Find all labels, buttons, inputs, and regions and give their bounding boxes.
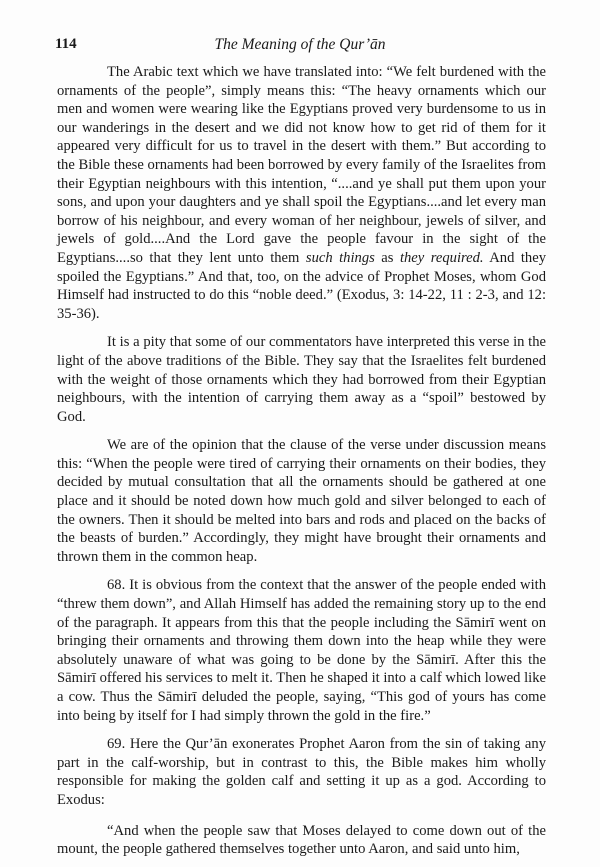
text-run: And they spoiled the Egyptians.” And that, too, on the advice of Prophet Moses, whom God Himself had instructed to do this “noble deed.” (Exodus, 3: 14-22, 11 : 2-3, and 12: 35-36). bbox=[57, 249, 547, 322]
page-body bbox=[57, 63, 546, 859]
page-number: 114 bbox=[55, 36, 77, 52]
text-run: The Arabic text which we have translated into: “We felt burdened with the ornaments of the people”, simply means this: “The heavy ornaments which our men and women were wearing like the Egyptians proved very burdensome to us in our wanderings in the desert and we did not know how to get rid of them for it appeared very difficult for us to travel in the desert with them.” But according to the Bible these ornaments had been borrowed by every family of the Israelites from their Egyptian neighbours with this intention, “....and ye shall put them upon your sons, and upon your daughters and ye shall spoil the Egyptians....and let every man borrow of his neighbour, and every woman of her neighbour, jewels of silver, and jewels of gold....And the Lord gave the people favour in the sight of the Egyptians....so that they lent unto them bbox=[57, 64, 546, 266]
italic-phrase: they required. bbox=[399, 249, 484, 266]
paragraph-exodus-quote: “And when the people saw that Moses delayed to come down out of the mount, the people gathered themselves together unto Aaron, and said unto him, bbox=[57, 822, 546, 858]
italic-phrase: such things bbox=[305, 249, 375, 266]
paragraph-opinion: We are of the opinion that the clause of the verse under discussion means this: “When the people were tired of carrying their ornaments on their bodies, they decided by mutual consultation that all the ornaments should be gathered at one place and it should be noted down how much gold and silver belonged to each of the owners. Then it should be melted into bars and rods and placed on the backs of the beasts of burden.” Accordingly, they might have brought their ornaments and thrown them in the common heap. bbox=[57, 437, 546, 565]
paragraph-note-68: 68. It is obvious from the context that the answer of the people ended with “threw them down”, and Allah Himself has added the remaining story up to the end of the paragraph. It appears from this that the people including the Sāmirī went on bringing their ornaments and throwing them down into the heap while they were absolutely unaware of what was going to be done by the Sāmirī. After this the Sāmirī offered his services to melt it. Then he shaped it into a calf which lowed like a cow. Thus the Sāmirī deluded the people, saying, “This god of yours has come into being by itself for I had simply thrown the gold in the fire.” bbox=[57, 577, 546, 724]
page-header bbox=[55, 36, 545, 56]
text-run: as bbox=[374, 249, 400, 266]
running-title: The Meaning of the Qur’ān bbox=[214, 36, 386, 53]
paragraph-note-69: 69. Here the Qur’ān exonerates Prophet Aaron from the sin of taking any part in the calf-worship, but in contrast to this, the Bible makes him wholly responsible for making the golden calf and setting it up as a god. According to Exodus: bbox=[57, 736, 546, 808]
paragraph-commentators: It is a pity that some of our commentators have interpreted this verse in the light of the above traditions of the Bible. They say that the Israelites felt burdened with the weight of those ornaments which they had borrowed from their Egyptian neighbours, with the intention of carrying them away as a “spoil” bestowed by God. bbox=[57, 334, 546, 425]
paragraph-arabic-text-translation bbox=[57, 63, 546, 323]
